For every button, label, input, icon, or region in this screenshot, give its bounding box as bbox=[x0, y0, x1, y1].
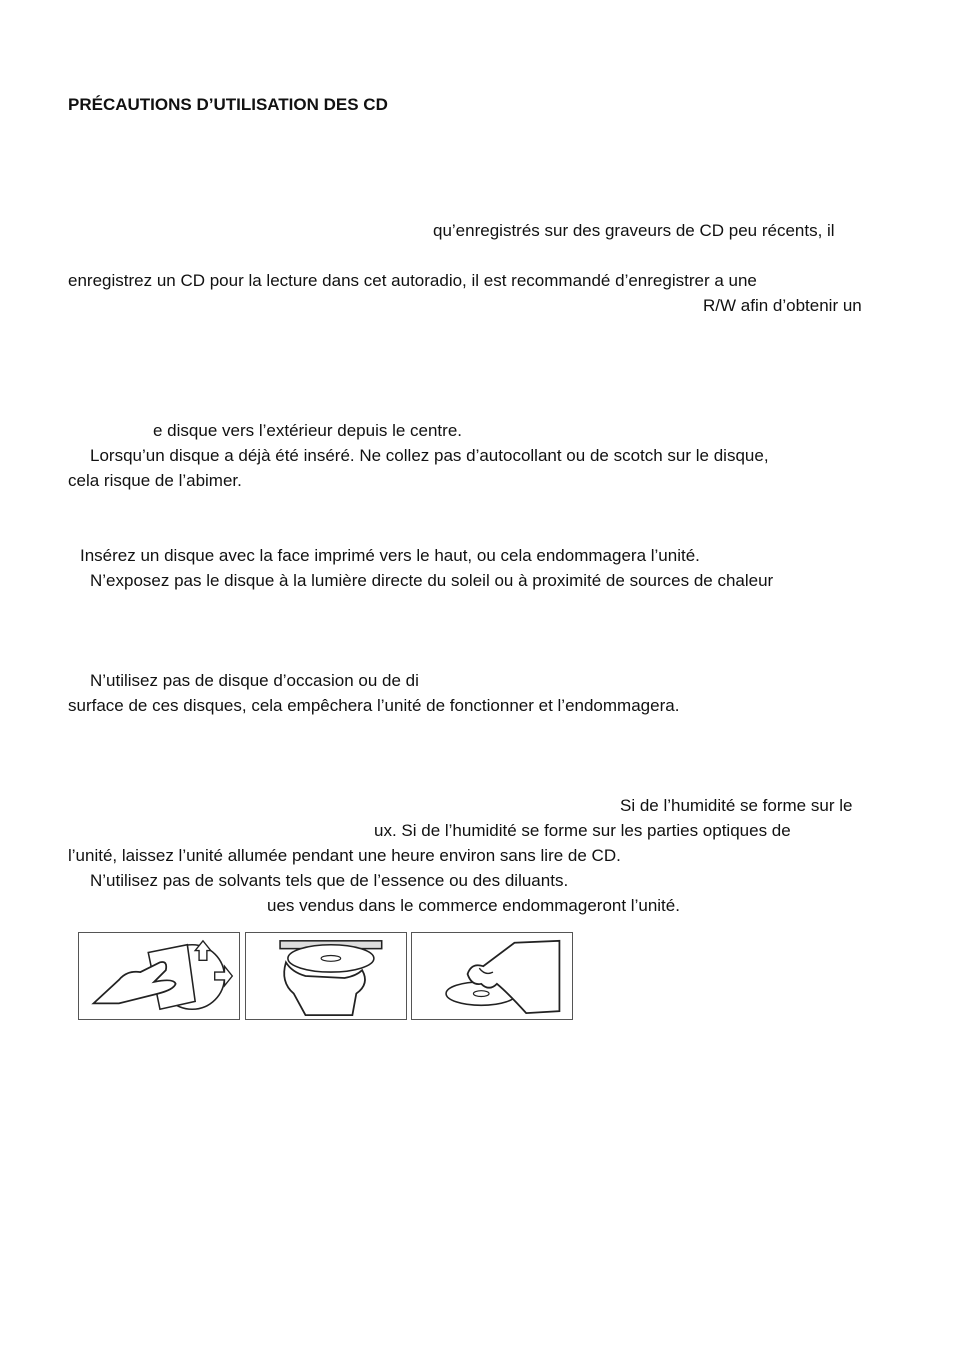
text-line: R/W afin d’obtenir un bbox=[703, 296, 862, 315]
text-line: e disque vers l’extérieur depuis le centre. bbox=[153, 421, 462, 440]
text-line: Si de l’humidité se forme sur le bbox=[620, 796, 853, 815]
wipe-disc-icon bbox=[79, 933, 239, 1019]
text-line: qu’enregistrés sur des graveurs de CD peu récents, il bbox=[433, 221, 835, 240]
text-line: N’utilisez pas de solvants tels que de l’essence ou des diluants. bbox=[90, 871, 569, 890]
insert-disc-icon bbox=[246, 933, 406, 1019]
page-title: PRÉCAUTIONS D’UTILISATION DES CD bbox=[68, 95, 388, 114]
text-line: Lorsqu’un disque a déjà été inséré. Ne collez pas d’autocollant ou de scotch sur le disque, bbox=[90, 446, 769, 465]
text-line: l’unité, laissez l’unité allumée pendant une heure environ sans lire de CD. bbox=[68, 846, 621, 865]
text-line: cela risque de l’abimer. bbox=[68, 471, 242, 490]
figure-insert-disc bbox=[245, 932, 407, 1020]
text-line: Insérez un disque avec la face imprimé vers le haut, ou cela endommagera l’unité. bbox=[80, 546, 700, 565]
figure-wipe-disc bbox=[78, 932, 240, 1020]
text-line: surface de ces disques, cela empêchera l’unité de fonctionner et l’endommagera. bbox=[68, 696, 680, 715]
text-line: ux. Si de l’humidité se forme sur les parties optiques de bbox=[374, 821, 791, 840]
text-line: ues vendus dans le commerce endommageront l’unité. bbox=[267, 896, 680, 915]
text-line: enregistrez un CD pour la lecture dans cet autoradio, il est recommandé d’enregistrer a une bbox=[68, 271, 757, 290]
figure-hold-disc bbox=[411, 932, 573, 1020]
text-line: N’utilisez pas de disque d’occasion ou de di bbox=[90, 671, 419, 690]
text-line: N’exposez pas le disque à la lumière directe du soleil ou à proximité de sources de chaleur bbox=[90, 571, 774, 590]
hold-disc-icon bbox=[412, 933, 572, 1019]
